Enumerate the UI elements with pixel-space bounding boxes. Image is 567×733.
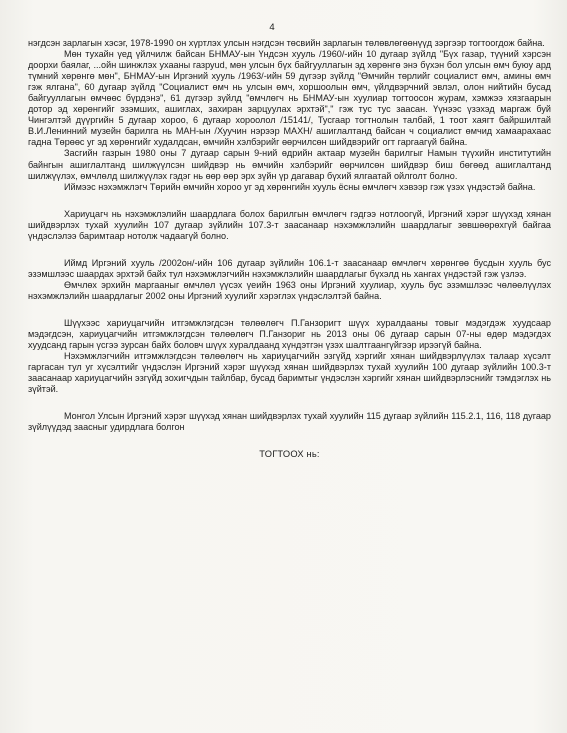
document-body [28,38,551,460]
paragraph-constitution-law: Мөн тухайн үед үйлчилж байсан БНМАУ-ын Үндсэн хууль /1960/-ийн 10 дугаар зүйлд "Бүх газар, түүний хэрсэн доорхи баялаг, ...ойн шинжлэх ухааны газруud, мөн улсын бүх байгууллагын эд хөрөнгө энэ бүхэн бол улсын өмч буюу ард түмний хөрөнгө мөн", БНМАУ-ын Иргэний хууль /1963/-ийн 59 дүгээр зүйлд "Өмчийн төрлийг социалист өмч, амины өмч гэж ялгана", 60 дугаар зүйлд "Социалист өмч нь улсын өмч, хоршоолын өмч, үйлдвэрчний эвлэл, олон нийтийн бусад байгууллагын өмчөөс бүрдэнэ", 61 дүгээр зүйлд "өмчлөгч нь БНМАУ-ын хуулиар тогтоосон журам, хэмжээ хязгаарын дотор эд хөрөнгийг эзэмших, ашиглах, захиран зарцуулах эрхтэй"," гэж тус тус заасан. Үүнээс үзэхэд маргаж буй Чингэлтэй дүүргийн 5 дугаар хороо, 6 дугаар хороолол /15141/, Тусгаар тогтнолын талбай, 1 тоот хаягт байршилтай В.И.Ленинний музейн барилга нь МАН-ын /Хуучин нэрээр МАХН/ ашиглалтанд байсан ч социалист өмчид хамаарахаас гадна Төрөөс уг эд хөрөнгийг худалдсан, өмчийн хэлбэрийг өөрчилсөн шийдвэрийг огт гаргаагүй байна. [28,49,551,148]
resolution-heading: ТОГТООХ нь: [259,449,320,460]
page-number: 4 [269,22,275,33]
paragraph-plaintiff-owner: Иймээс нэхэмжлэгч Төрийн өмчийн хороо уг эд хөрөнгийн хууль ёсны өмчлөгч хэвээр гэж үзэх үндэстэй байна. [64,181,536,192]
paragraph-civil-law-106: Иймд Иргэний хууль /2002он/-ийн 106 дугаар зүйлийн 106.1-т заасанаар өмчлөгч хөрөнгөө бусдын хууль бус эзэмшлээс шаардах эрхтэй байх тул нэхэмжлэгчийн нэхэмжлэлийн шаардлагыг бүхэлд нь хангах үндэстэй гэж үзлээ. [28,257,551,279]
paragraph-continuation: нэгдсэн зарлагын хэсэг, 1978-1990 он хүртлэх улсын нэгдсэн төсвийн зарлагын төлөвлөгөөнүүд зэргээр тогтоогдож байна. [28,38,545,48]
paragraph-legal-basis: Монгол Улсын Иргэний хэрэг шүүхэд хянан шийдвэрлэх тухай хуулийн 115 дугаар зүйлийн 115.2.1, 116, 118 дугаар зүйлүүдэд заасныг удирдлага болгон [28,411,551,433]
paragraph-ownership-dispute: Өмчлөх эрхийн маргааныг өмчлөл үүсэх үеийн 1963 оны Иргэний хуулиар, хууль бус эзэмшлээс чөлөөлүүлэх нэхэмжлэлийн шаардлагыг 2002 оны Иргэний хуулийг хэрэглэх үндэслэлтэй байна. [28,279,551,301]
paragraph-court-notice: Шүүхээс хариуцагчийн итгэмжлэгдсэн төлөөлөгч П.Ганзоригт шүүх хуралдааны товыг мэдэгдэж хуудсаар мэдэгдсэн, хариуцагчийн итгэмжлэгдсэн төлөөлөгч П.Ганзориг нь 2013 оны 06 дугаар сарын 07-ны өдөр мэдэгдэх хуудсанд гарын үсгээ зурсан байх боловч шүүх хуралдаанд хүндэтгэн үзэх шалтгаангүйгээр ирээгүй байна. [28,317,551,351]
paragraph-absence-ruling: Нэхэмжлэгчийн итгэмжлэгдсэн төлөөлөгч нь хариуцагчийн эзгүйд хэргийг хянан шийдвэрлүүлэх талаар хүсэлт гаргасан тул уг хүсэлтийг үндэслэн Иргэний хэрэг шүүхэд хянан шийдвэрлэх тухай хуулийн 100 дугаар зүйлийн 100.3-т заасанаар хариуцагчийн эзгүйд зохигчдын тайлбар, бусад баримтыг үндэслэн хэргийг хянан шийдвэрлэснийг тэмдэглэх нь зүйтэй. [28,351,551,395]
paragraph-government-act: Засгийн газрын 1980 оны 7 дугаар сарын 9-ний өдрийн актаар музейн барилгыг Намын түүхийн институтийн байнгын ашиглалтанд шилжүүлсэн шийдвэр нь өмчийн хэлбэрийг өөрчилсөн шийдвэр биш бөгөөд ашиглалтанд шилжүүлэх, өмчлөлд шилжүүлэх гэдэг нь өөр өөр эрх зүйн үр дагавар бүхий ялгаатай ойлголт болно. [28,148,551,181]
paragraph-defendant-unproven: Хариуцагч нь нэхэмжлэлийн шаардлага болох барилгын өмчлөгч гэдгээ нотлоогүй, Иргэний хэрэг шүүхэд хянан шийдвэрлэх тухай хуулийн 107 дугаар зүйлийн 107.3-т заасанаар нэхэмжлэлийн шаардлагыг зөвшөөрөхгүй байгаа үндэслэлээ баримтаар нотолж чадаагүй болно. [28,208,551,241]
